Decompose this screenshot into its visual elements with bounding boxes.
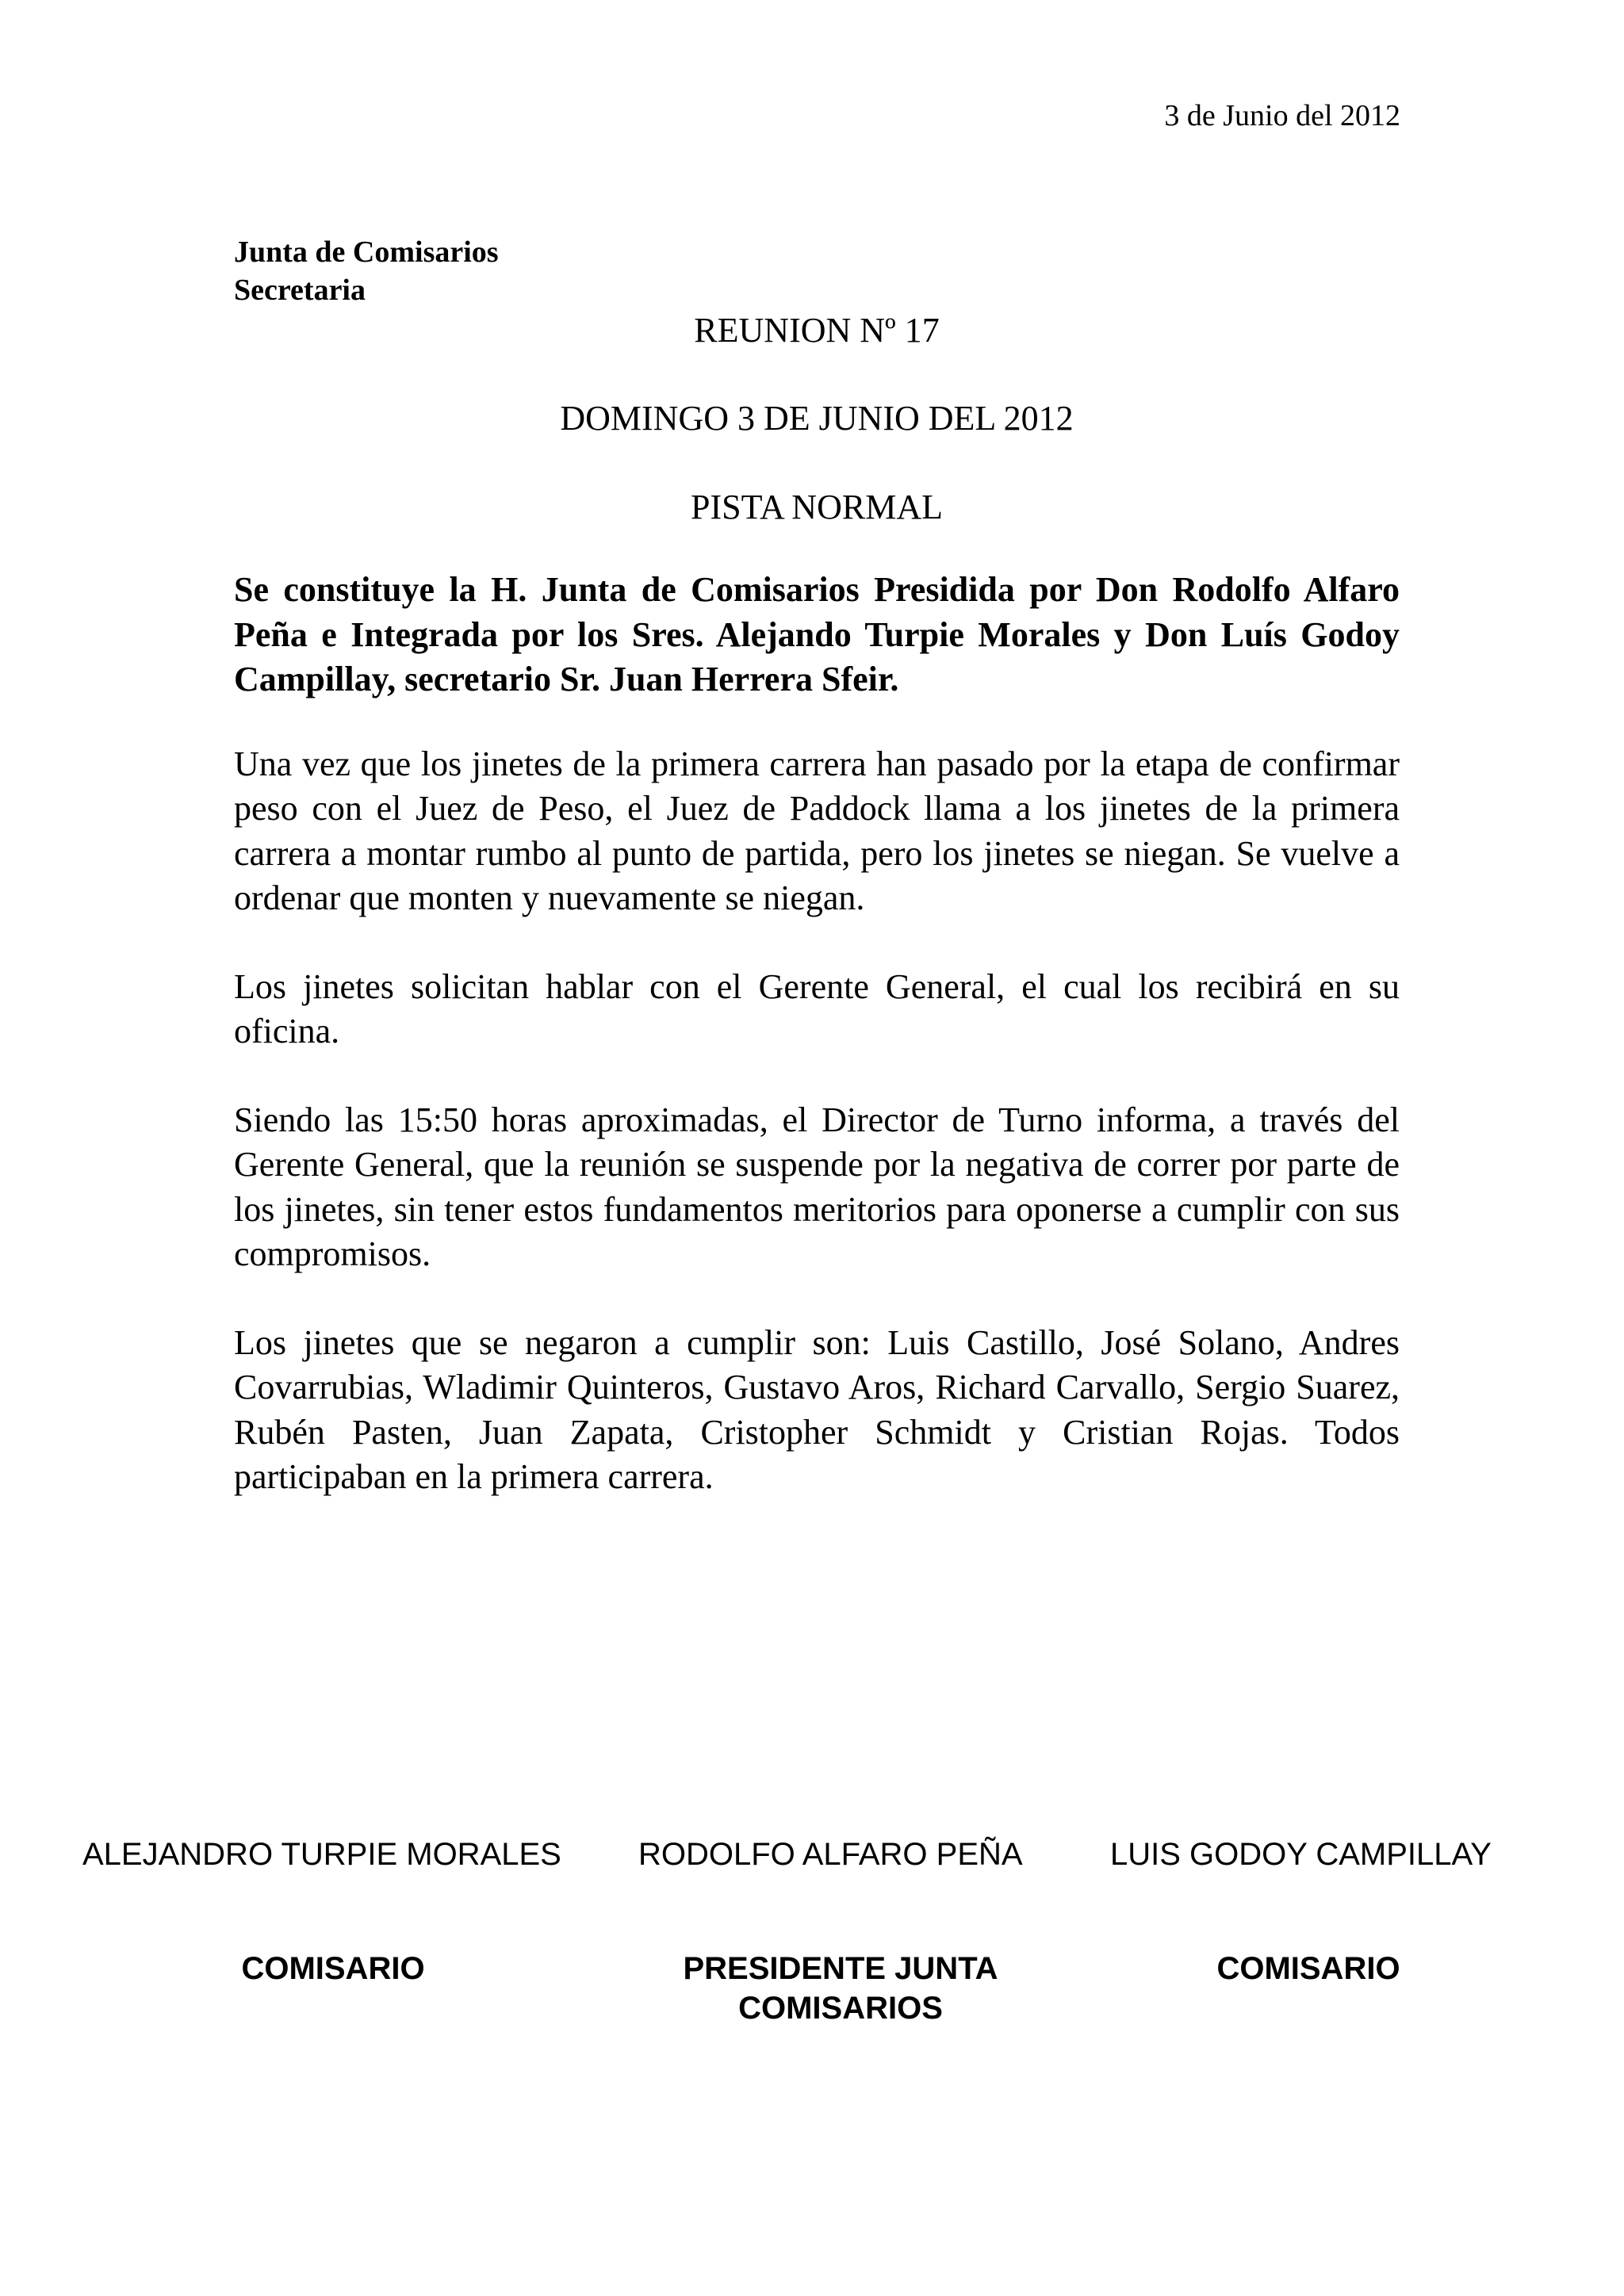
document-date: 3 de Junio del 2012 <box>1164 99 1400 132</box>
body-paragraph-1: Una vez que los jinetes de la primera carrera han pasado por la etapa de confirmar peso con el Juez de Peso, el Juez de Paddock llama a los jinetes de la primera carrera a montar rumbo al punto de partida, pero los jinetes se niegan. Se vuelve a ordenar que monten y nuevamente se niegan. <box>234 744 1400 917</box>
issuing-office <box>234 233 499 309</box>
lead-paragraph: Se constituye la H. Junta de Comisarios Presidida por Don Rodolfo Alfaro Peña e Integrada por los Sres. Alejando Turpie Morales y Don Luís Godoy Campillay, secretario Sr. Juan Herrera Sfeir. <box>234 570 1400 698</box>
signatory-role-2 <box>619 1949 1063 2028</box>
meeting-date: DOMINGO 3 DE JUNIO DEL 2012 <box>560 399 1074 438</box>
signatory-role-2-line1: PRESIDENTE JUNTA <box>683 1951 998 1986</box>
body-paragraph-3: Siendo las 15:50 horas aproximadas, el Director de Turno informa, a través del Gerente General, que la reunión se suspende por la negativa de correr por parte de los jinetes, sin tener estos fundamentos meritorios para oponerse a cumplir con sus compromisos. <box>234 1100 1400 1273</box>
signatory-name-1: ALEJANDRO TURPIE MORALES <box>82 1837 561 1872</box>
office-name: Junta de Comisarios <box>234 235 499 269</box>
office-department: Secretaria <box>234 274 366 307</box>
signatory-role-2-line2: COMISARIOS <box>738 1991 943 2026</box>
signatory-name-2: RODOLFO ALFARO PEÑA <box>638 1837 1023 1872</box>
body-paragraph-2: Los jinetes solicitan hablar con el Gerente General, el cual los recibirá en su oficina. <box>234 966 1400 1050</box>
signatory-role-1-line1: COMISARIO <box>241 1951 425 1986</box>
document-body <box>234 568 1400 1544</box>
signatory-name-3: LUIS GODOY CAMPILLAY <box>1110 1837 1492 1872</box>
meeting-number: REUNION Nº 17 <box>694 311 940 350</box>
signatory-role-3 <box>1166 1949 1451 1988</box>
signatory-role-1 <box>190 1949 476 1988</box>
track-condition: PISTA NORMAL <box>691 488 943 526</box>
body-paragraph-4: Los jinetes que se negaron a cumplir son: Luis Castillo, José Solano, Andres Covarrubias, Wladimir Quinteros, Gustavo Aros, Richard Carvallo, Sergio Suarez, Rubén Pasten, Juan Zapata, Cristopher Schmidt y Cristian Rojas. Todos participaban en la primera carrera. <box>234 1322 1400 1496</box>
signatory-role-3-line1: COMISARIO <box>1216 1951 1400 1986</box>
